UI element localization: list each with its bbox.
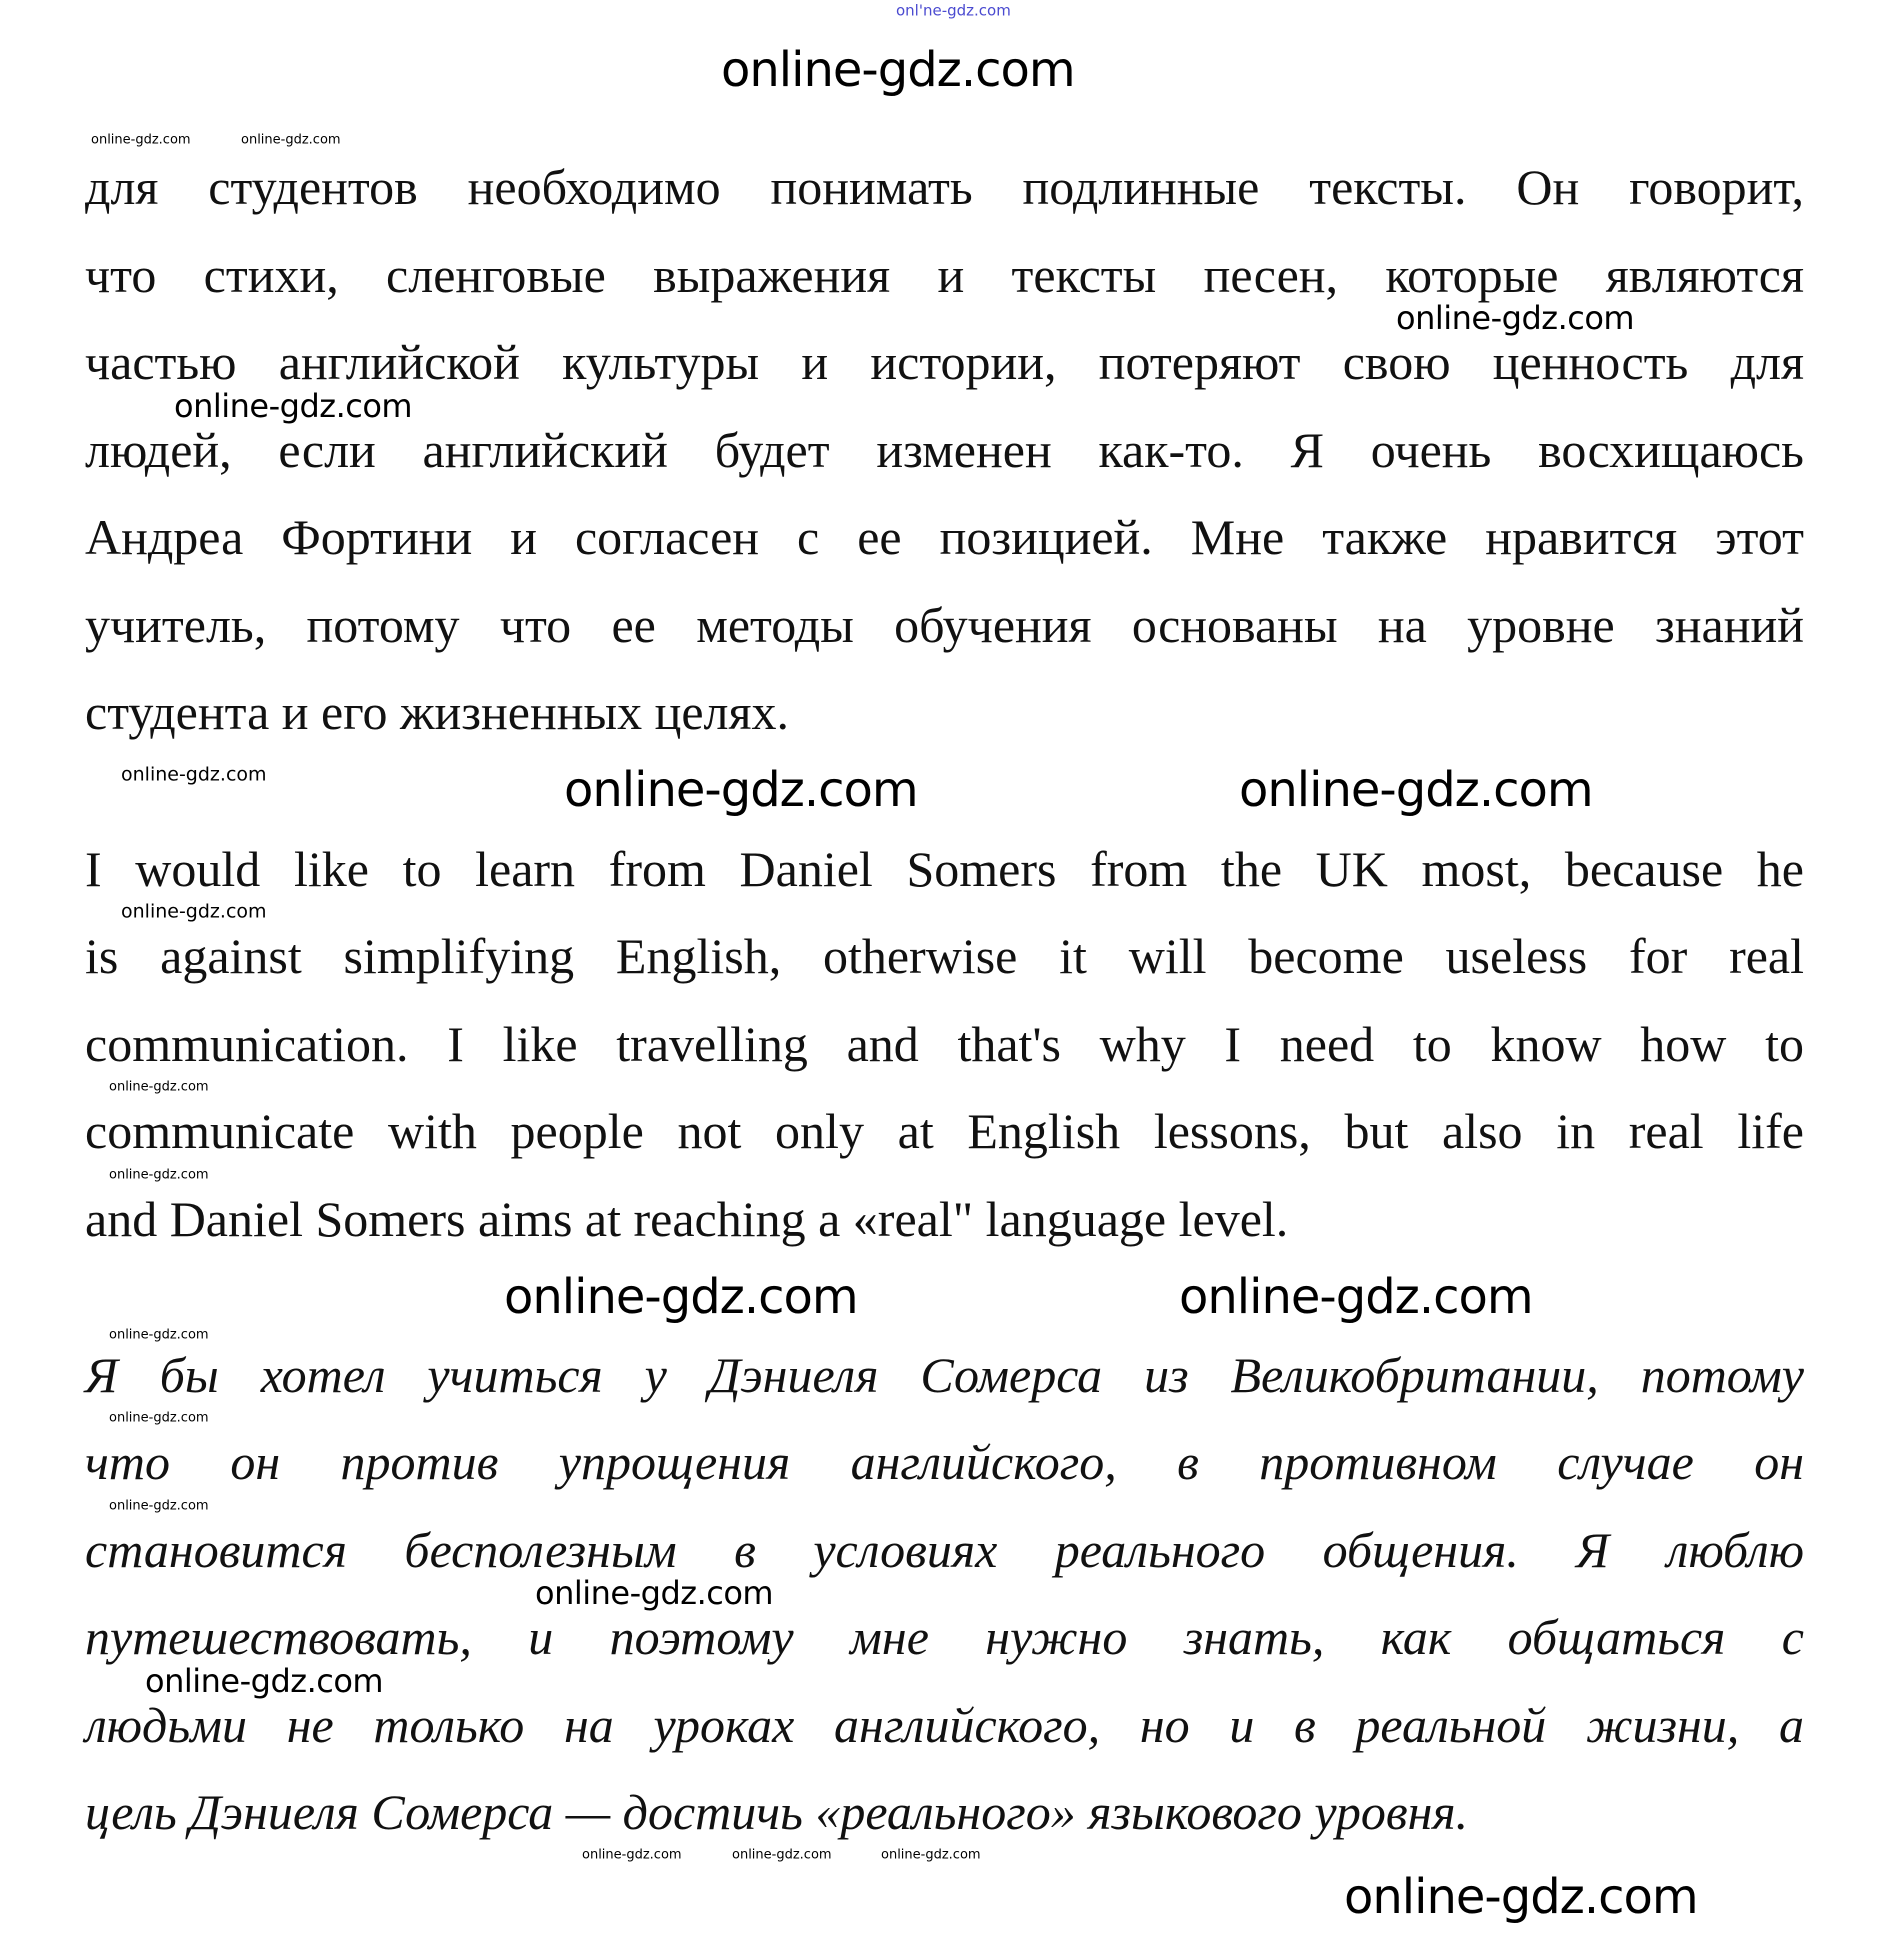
watermark: online-gdz.com xyxy=(732,1847,832,1863)
watermark: online-gdz.com xyxy=(109,1498,209,1514)
ru-paragraph-1-line: людей, если английский будет изменен как-то. Я очень восхищаюсь xyxy=(85,422,1804,478)
ru-paragraph-1-line: для студентов необходимо понимать подлинные тексты. Он говорит, xyxy=(85,159,1804,215)
ru-paragraph-1-line: что стихи, сленговые выражения и тексты песен, которые являются xyxy=(85,247,1804,303)
watermark: online-gdz.com xyxy=(582,1847,682,1863)
ru-paragraph-1-line: студента и его жизненных целях. xyxy=(85,684,790,740)
ru-paragraph-2-line: Я бы хотел учиться у Дэниеля Сомерса из Великобритании, потому xyxy=(85,1347,1804,1403)
ru-paragraph-2-line: цель Дэниеля Сомерса — достичь «реального» языкового уровня. xyxy=(85,1784,1469,1840)
watermark: online-gdz.com xyxy=(535,1574,774,1612)
watermark: online-gdz.com xyxy=(1344,1869,1698,1925)
watermark: online-gdz.com xyxy=(174,387,413,425)
ru-paragraph-1-line: частью английской культуры и истории, потеряют свою ценность для xyxy=(85,334,1804,390)
watermark: online-gdz.com xyxy=(109,1167,209,1183)
ru-paragraph-2-line: что он против упрощения английского, в противном случае он xyxy=(85,1434,1804,1490)
watermark: online-gdz.com xyxy=(881,1847,981,1863)
ru-paragraph-2-line: путешествовать, и поэтому мне нужно знать, как общаться с xyxy=(85,1609,1804,1665)
ru-paragraph-1-line: учитель, потому что ее методы обучения основаны на уровне знаний xyxy=(85,597,1804,653)
ru-paragraph-2-line: становится бесполезным в условиях реального общения. Я люблю xyxy=(85,1522,1804,1578)
en-paragraph-line: communicate with people not only at English lessons, but also in real life xyxy=(85,1103,1804,1159)
watermark: online-gdz.com xyxy=(109,1327,209,1343)
watermark: online-gdz.com xyxy=(121,763,267,786)
watermark: online-gdz.com xyxy=(504,1269,858,1325)
en-paragraph-line: and Daniel Somers aims at reaching a «real" language level. xyxy=(85,1191,1289,1247)
en-paragraph-line: is against simplifying English, otherwise it will become useless for real xyxy=(85,928,1804,984)
en-paragraph-line: communication. I like travelling and that's why I need to know how to xyxy=(85,1016,1804,1072)
ru-paragraph-1-line: Андреа Фортини и согласен с ее позицией. Мне также нравится этот xyxy=(85,509,1804,565)
watermark: online-gdz.com xyxy=(121,900,267,923)
watermark: online-gdz.com xyxy=(721,42,1075,98)
watermark: online-gdz.com xyxy=(109,1410,209,1426)
watermark: online-gdz.com xyxy=(1239,762,1593,818)
watermark: online-gdz.com xyxy=(145,1662,384,1700)
ru-paragraph-2-line: людьми не только на уроках английского, но и в реальной жизни, а xyxy=(85,1697,1804,1753)
watermark: online-gdz.com xyxy=(1179,1269,1533,1325)
watermark: online-gdz.com xyxy=(1396,299,1635,337)
watermark: online-gdz.com xyxy=(564,762,918,818)
watermark: online-gdz.com xyxy=(109,1079,209,1095)
watermark-top: onl'ne-gdz.com xyxy=(896,1,1011,20)
watermark: online-gdz.com xyxy=(91,132,191,148)
watermark: online-gdz.com xyxy=(241,132,341,148)
en-paragraph-line: I would like to learn from Daniel Somers from the UK most, because he xyxy=(85,841,1804,897)
